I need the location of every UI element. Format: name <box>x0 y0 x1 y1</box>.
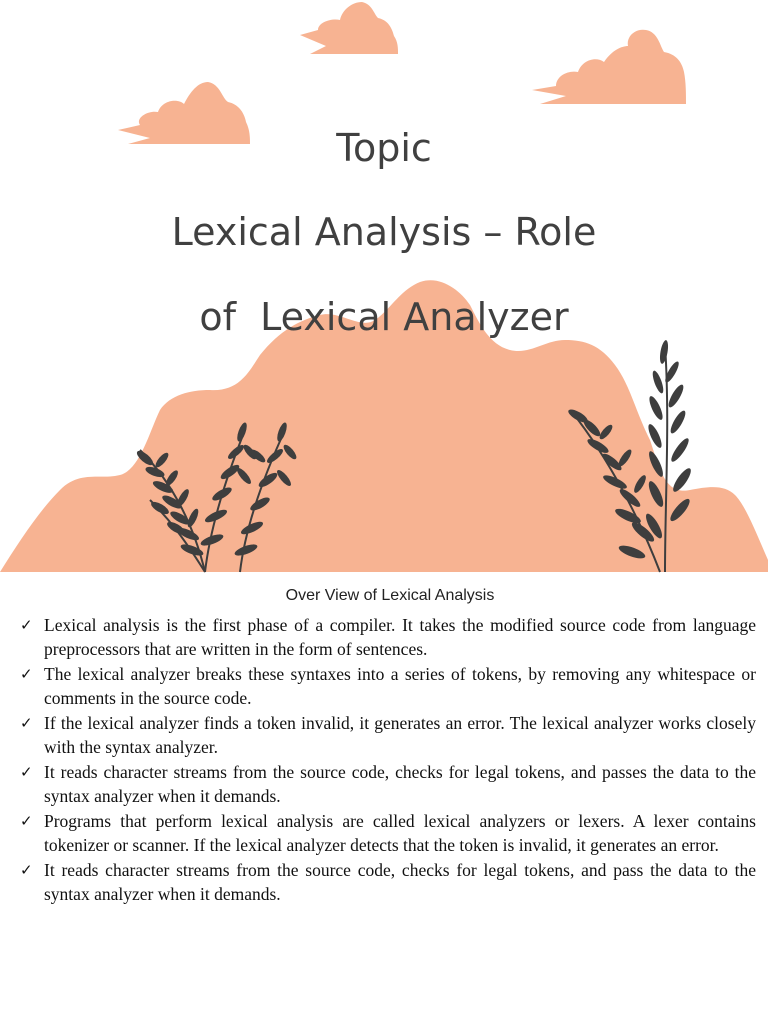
cloud-right <box>532 30 686 104</box>
bullet-text: It reads character streams from the source code, checks for legal tokens, and passes the data to the syntax analyzer when it demands. <box>44 762 756 806</box>
check-icon: ✓ <box>20 665 33 683</box>
title-line-topic: Topic <box>336 126 432 170</box>
bullet-item <box>20 859 756 906</box>
title-line-subject: Lexical Analysis – Role <box>171 210 597 254</box>
bullet-item <box>20 663 756 710</box>
bullet-item <box>20 810 756 857</box>
bullet-item <box>20 761 756 808</box>
bullet-text: Programs that perform lexical analysis are called lexical analyzers or lexers. A lexer contains tokenizer or scanner. If the lexical analyzer detects that the token is invalid, it generates an error. <box>44 811 756 855</box>
bullet-text: Lexical analysis is the first phase of a compiler. It takes the modified source code from language preprocessors that are written in the form of sentences. <box>44 615 756 659</box>
bullet-item <box>20 712 756 759</box>
check-icon: ✓ <box>20 714 33 732</box>
check-icon: ✓ <box>20 616 33 634</box>
cloud-top <box>300 2 398 54</box>
bullet-text: If the lexical analyzer finds a token invalid, it generates an error. The lexical analyzer works closely with the syntax analyzer. <box>44 713 756 757</box>
bullet-item <box>20 614 756 661</box>
check-icon: ✓ <box>20 861 33 879</box>
title-line-subject-cont: of Lexical Analyzer <box>199 295 569 339</box>
check-icon: ✓ <box>20 763 33 781</box>
bullet-text: It reads character streams from the source code, checks for legal tokens, and pass the data to the syntax analyzer when it demands. <box>44 860 756 904</box>
overview-bullet-list <box>20 614 756 908</box>
overview-heading: Over View of Lexical Analysis <box>285 587 495 604</box>
bullet-text: The lexical analyzer breaks these syntaxes into a series of tokens, by removing any whitespace or comments in the source code. <box>44 664 756 708</box>
check-icon: ✓ <box>20 812 33 830</box>
